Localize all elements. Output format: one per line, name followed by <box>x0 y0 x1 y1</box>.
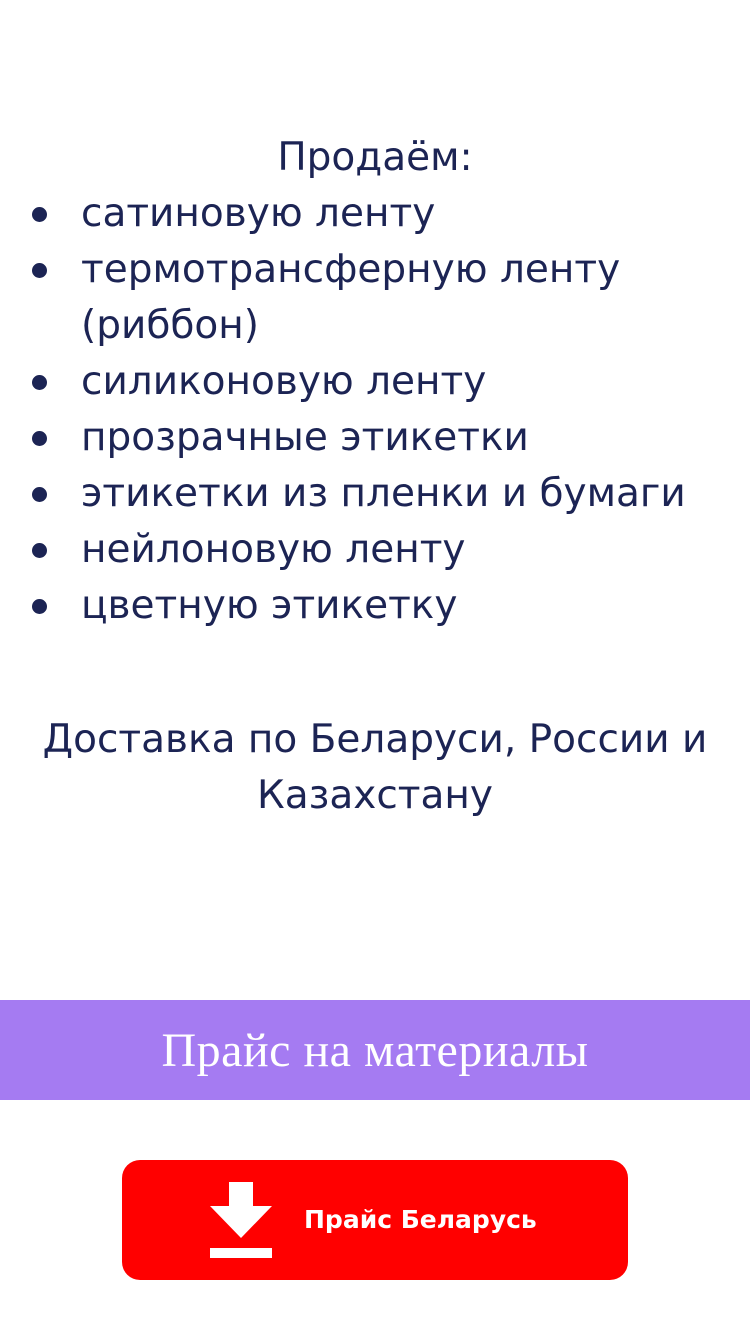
bullet-icon <box>32 487 47 502</box>
product-label: сатиновую ленту <box>81 191 436 236</box>
product-list-item <box>32 354 732 410</box>
product-list-item <box>32 466 732 522</box>
product-label: термотрансферную ленту (риббон) <box>81 247 621 348</box>
page-heading: Продаём: <box>277 135 473 180</box>
download-button-label: Прайс Беларусь <box>304 1205 537 1234</box>
bullet-icon <box>32 375 47 390</box>
product-list-item <box>32 522 732 578</box>
product-list-item <box>32 186 732 242</box>
delivery-info: Доставка по Беларуси, России и Казахстану <box>42 717 708 818</box>
product-list-item <box>32 242 732 354</box>
bullet-icon <box>32 207 47 222</box>
product-label: силиконовую ленту <box>81 359 487 404</box>
product-label: нейлоновую ленту <box>81 527 466 572</box>
price-banner-label: Прайс на материалы <box>161 1023 589 1077</box>
product-label: прозрачные этикетки <box>81 415 529 460</box>
price-banner <box>0 1000 750 1100</box>
bullet-icon <box>32 543 47 558</box>
product-label: цветную этикетку <box>81 583 458 628</box>
bullet-icon <box>32 263 47 278</box>
download-price-button[interactable] <box>122 1160 628 1280</box>
bullet-icon <box>32 599 47 614</box>
bullet-icon <box>32 431 47 446</box>
product-list <box>32 186 732 634</box>
product-list-item <box>32 578 732 634</box>
product-label: этикетки из пленки и бумаги <box>81 471 686 516</box>
product-list-item <box>32 410 732 466</box>
download-icon <box>210 1182 272 1258</box>
